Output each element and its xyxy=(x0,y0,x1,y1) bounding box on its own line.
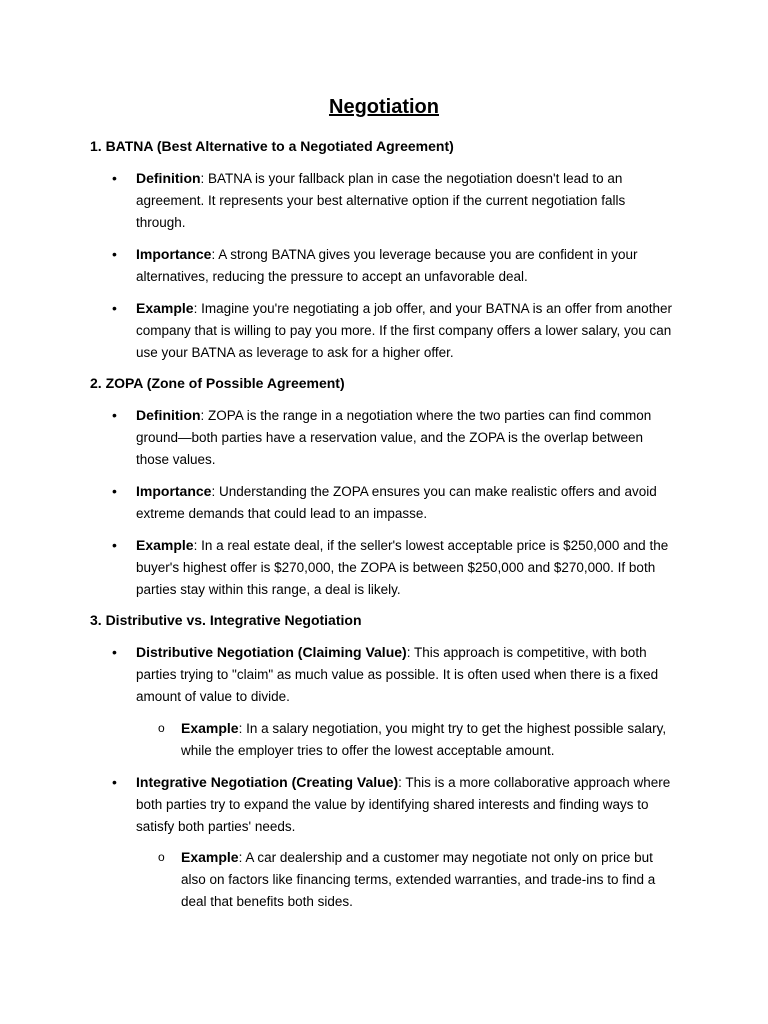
term-label: Definition xyxy=(136,170,201,186)
item-text: : This approach is competitive, with both parties trying to "claim" as much value as possible. It is often used when there is a fixed amount of value to divide. xyxy=(136,645,659,704)
item-text: : ZOPA is the range in a negotiation where the two parties can find common ground—both parties have a reservation value, and the ZOPA is the overlap between those values. xyxy=(136,408,652,467)
term-label: Example xyxy=(181,849,239,865)
list-item-zopa-example xyxy=(112,534,676,601)
list-item-zopa-importance xyxy=(112,480,676,525)
term-label: Example xyxy=(181,720,239,736)
term-label: Example xyxy=(136,300,194,316)
item-text: : BATNA is your fallback plan in case the negotiation doesn't lead to an agreement. It represents your best alternative option if the current negotiation falls through. xyxy=(136,171,626,230)
item-text: : In a real estate deal, if the seller's lowest acceptable price is $250,000 and the buyer's highest offer is $270,000, the ZOPA is between $250,000 and $270,000. If both parties stay within this range, a deal is likely. xyxy=(136,538,669,597)
term-label: Importance xyxy=(136,483,212,499)
sub-item-distributive-example xyxy=(158,717,676,762)
list-item-batna-definition xyxy=(112,167,676,234)
bullet-icon: • xyxy=(112,537,117,553)
item-text: : Understanding the ZOPA ensures you can make realistic offers and avoid extreme demands that could lead to an impasse. xyxy=(136,484,657,521)
list-item-batna-example xyxy=(112,297,676,364)
list-item-batna-importance xyxy=(112,243,676,288)
page-title: Negotiation xyxy=(329,96,439,118)
bullet-icon: • xyxy=(112,483,117,499)
bullet-icon: • xyxy=(112,407,117,423)
bullet-icon: • xyxy=(112,644,117,660)
section-heading-batna: 1. BATNA (Best Alternative to a Negotiated Agreement) xyxy=(90,138,454,154)
section-heading-zopa: 2. ZOPA (Zone of Possible Agreement) xyxy=(90,375,345,391)
list-item-zopa-definition xyxy=(112,404,676,471)
bullet-icon: • xyxy=(112,170,117,186)
sub-bullet-icon: o xyxy=(158,721,165,735)
item-text: : This is a more collaborative approach where both parties try to expand the value by identifying shared interests and finding ways to satisfy both parties' needs. xyxy=(136,775,671,834)
bullet-icon: • xyxy=(112,246,117,262)
term-label: Definition xyxy=(136,407,201,423)
term-label: Example xyxy=(136,537,194,553)
item-text: : A car dealership and a customer may negotiate not only on price but also on factors like financing terms, extended warranties, and trade-ins to find a deal that benefits both sides. xyxy=(181,850,656,909)
section-heading-distributive-integrative: 3. Distributive vs. Integrative Negotiation xyxy=(90,612,362,628)
bullet-icon: • xyxy=(112,774,117,790)
item-text: : A strong BATNA gives you leverage because you are confident in your alternatives, reducing the pressure to accept an unfavorable deal. xyxy=(136,247,638,284)
term-label: Distributive Negotiation (Claiming Value) xyxy=(136,644,407,660)
item-text: : Imagine you're negotiating a job offer, and your BATNA is an offer from another company that is willing to pay you more. If the first company offers a lower salary, you can use your BATNA as leverage to ask for a higher offer. xyxy=(136,301,672,360)
sub-bullet-icon: o xyxy=(158,850,165,864)
sub-item-integrative-example xyxy=(158,846,676,913)
bullet-icon: • xyxy=(112,300,117,316)
list-item-integrative xyxy=(112,771,676,838)
term-label: Importance xyxy=(136,246,212,262)
item-text: : In a salary negotiation, you might try to get the highest possible salary, while the employer tries to offer the lowest acceptable amount. xyxy=(181,721,667,758)
term-label: Integrative Negotiation (Creating Value) xyxy=(136,774,399,790)
list-item-distributive xyxy=(112,641,676,708)
